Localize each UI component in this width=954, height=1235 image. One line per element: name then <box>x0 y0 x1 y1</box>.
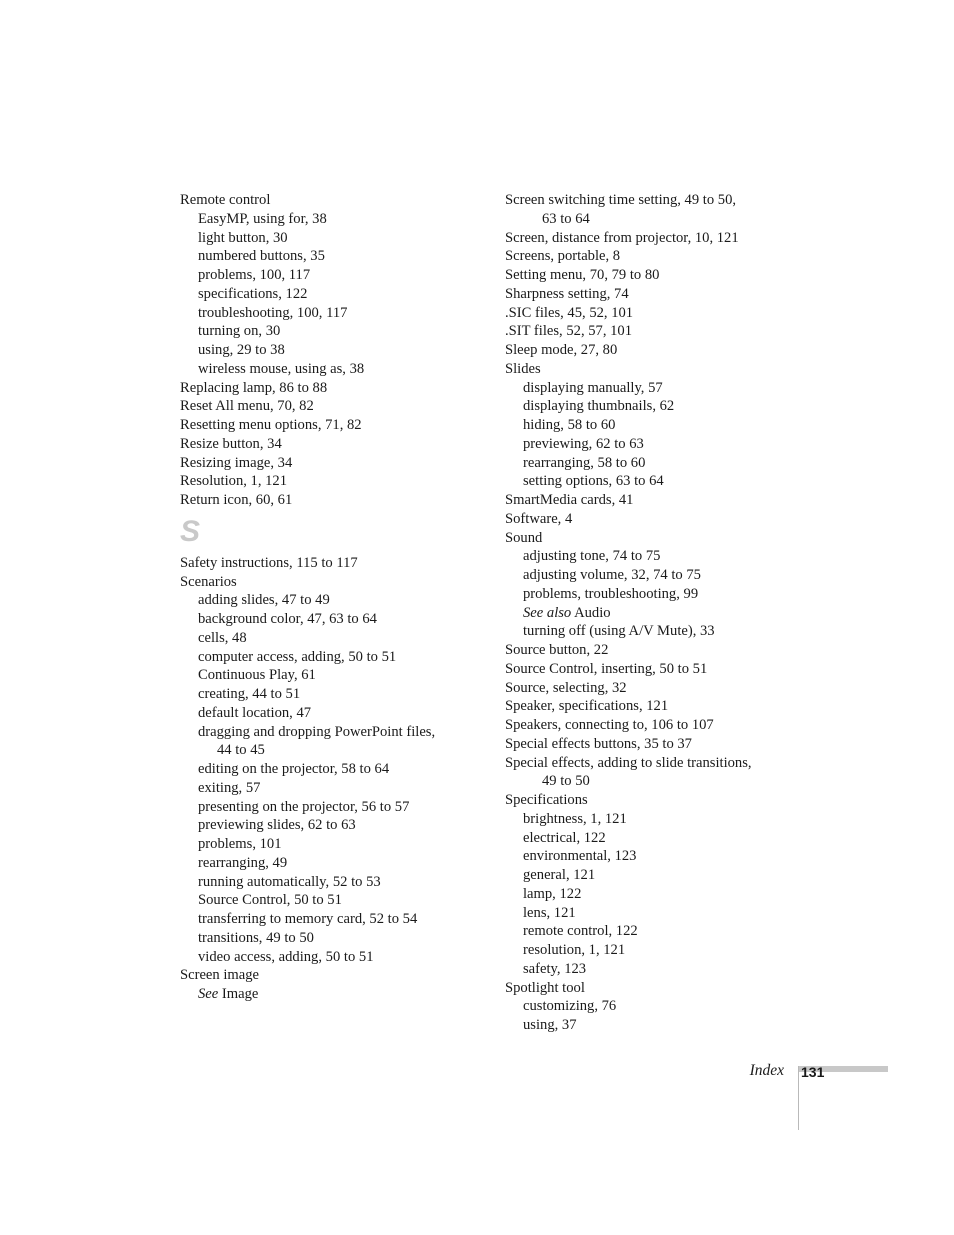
index-entry <box>180 435 470 454</box>
entry-text: previewing, 62 to 63 <box>523 435 644 452</box>
entry-text: troubleshooting, 100, 117 <box>198 304 348 321</box>
index-entry <box>505 304 795 323</box>
index-subentry <box>505 960 795 979</box>
index-entry <box>180 966 470 985</box>
index-subentry <box>180 610 470 629</box>
index-subentry <box>505 922 795 941</box>
index-column-right <box>505 191 795 1035</box>
entry-text: Screens, portable, 8 <box>505 248 621 265</box>
cross-reference-label: See also <box>523 604 572 621</box>
index-subentry <box>180 266 470 285</box>
index-subentry <box>180 873 470 892</box>
entry-text: Special effects, adding to slide transitions, <box>505 754 752 771</box>
index-entry <box>505 285 795 304</box>
entry-text: Special effects buttons, 35 to 37 <box>505 735 692 752</box>
index-subentry <box>505 829 795 848</box>
entry-text: Resolution, 1, 121 <box>180 473 288 490</box>
entry-text: turning off (using A/V Mute), 33 <box>523 623 715 640</box>
index-subentry <box>505 866 795 885</box>
entry-text: Source Control, inserting, 50 to 51 <box>505 660 708 677</box>
index-subentry <box>505 397 795 416</box>
entry-text: hiding, 58 to 60 <box>523 417 616 433</box>
index-subentry <box>180 741 470 760</box>
index-subentry <box>505 810 795 829</box>
index-entry <box>180 397 470 416</box>
entry-text: Continuous Play, 61 <box>198 667 316 684</box>
index-subentry <box>180 629 470 648</box>
index-entry <box>505 679 795 698</box>
index-entry <box>505 754 795 773</box>
index-subentry <box>180 929 470 948</box>
index-subentry <box>505 885 795 904</box>
entry-text: light button, 30 <box>198 229 288 246</box>
entry-text: Screen image <box>180 967 260 984</box>
entry-text: .SIC files, 45, 52, 101 <box>505 304 634 321</box>
index-entry <box>505 735 795 754</box>
index-entry <box>505 791 795 810</box>
entry-text: Setting menu, 70, 79 to 80 <box>505 267 660 283</box>
entry-text: video access, adding, 50 to 51 <box>198 948 374 965</box>
entry-text: 49 to 50 <box>542 773 590 790</box>
entry-text: Screen, distance from projector, 10, 121 <box>505 229 739 246</box>
index-subentry <box>505 604 795 623</box>
entry-text: presenting on the projector, 56 to 57 <box>198 798 410 815</box>
entry-text: electrical, 122 <box>523 829 606 846</box>
index-subentry <box>180 891 470 910</box>
index-entry <box>505 341 795 360</box>
index-subentry <box>180 835 470 854</box>
entry-text: Sleep mode, 27, 80 <box>505 342 618 358</box>
index-subentry <box>180 798 470 817</box>
index-subentry <box>505 454 795 473</box>
index-entry <box>180 379 470 398</box>
index-entry <box>505 229 795 248</box>
index-subentry <box>180 779 470 798</box>
index-subentry <box>180 704 470 723</box>
entry-text: lens, 121 <box>523 904 576 921</box>
index-subentry <box>180 360 470 379</box>
entry-text: default location, 47 <box>198 704 312 721</box>
entry-text: 63 to 64 <box>542 210 590 227</box>
entry-text: problems, troubleshooting, 99 <box>523 585 699 602</box>
index-subentry <box>505 847 795 866</box>
index-subentry <box>180 341 470 360</box>
entry-text: Reset All menu, 70, 82 <box>180 398 314 415</box>
footer-label: Index <box>749 1062 784 1079</box>
entry-text: Software, 4 <box>505 510 573 527</box>
entry-text: displaying manually, 57 <box>523 379 663 396</box>
entry-text: Remote control <box>180 192 271 208</box>
index-subentry <box>505 904 795 923</box>
entry-text: Source Control, 50 to 51 <box>198 892 342 909</box>
entry-text: EasyMP, using for, 38 <box>198 210 327 227</box>
index-entry <box>180 472 470 491</box>
index-subentry <box>505 416 795 435</box>
entry-text: Safety instructions, 115 to 117 <box>180 554 358 571</box>
entry-text: Resize button, 34 <box>180 435 282 452</box>
entry-text: Screen switching time setting, 49 to 50, <box>505 192 737 208</box>
entry-text: Speakers, connecting to, 106 to 107 <box>505 717 714 733</box>
entry-text: exiting, 57 <box>198 779 261 796</box>
entry-text: running automatically, 52 to 53 <box>198 873 381 890</box>
entry-text: using, 37 <box>523 1017 577 1033</box>
index-subentry <box>505 585 795 604</box>
entry-text: using, 29 to 38 <box>198 342 285 358</box>
index-entry <box>180 454 470 473</box>
entry-text: transferring to memory card, 52 to 54 <box>198 911 418 927</box>
index-entry <box>505 529 795 548</box>
index-subentry <box>180 666 470 685</box>
entry-text: remote control, 122 <box>523 923 638 940</box>
entry-text: Specifications <box>505 792 588 808</box>
index-entry <box>180 191 470 210</box>
entry-text: adding slides, 47 to 49 <box>198 592 330 609</box>
entry-text: Spotlight tool <box>505 979 585 996</box>
index-subentry <box>180 685 470 704</box>
entry-text: problems, 100, 117 <box>198 267 311 283</box>
entry-text: rearranging, 58 to 60 <box>523 454 646 471</box>
entry-text: dragging and dropping PowerPoint files, <box>198 723 436 740</box>
index-subentry <box>180 723 470 742</box>
entry-text: background color, 47, 63 to 64 <box>198 611 377 627</box>
entry-text: brightness, 1, 121 <box>523 810 627 827</box>
index-entry <box>180 416 470 435</box>
index-subentry <box>180 948 470 967</box>
index-subentry <box>505 435 795 454</box>
index-subentry <box>180 322 470 341</box>
index-subentry <box>505 997 795 1016</box>
entry-text: rearranging, 49 <box>198 854 288 871</box>
index-subentry <box>180 247 470 266</box>
index-entry <box>505 266 795 285</box>
entry-text: Return icon, 60, 61 <box>180 492 293 508</box>
index-entry <box>180 491 470 510</box>
cross-reference-label: See <box>198 986 219 1002</box>
index-subentry <box>180 285 470 304</box>
index-subentry <box>180 304 470 323</box>
entry-text: adjusting tone, 74 to 75 <box>523 548 661 565</box>
entry-text: customizing, 76 <box>523 998 617 1015</box>
entry-text: Resizing image, 34 <box>180 454 293 471</box>
entry-text: Sound <box>505 529 543 546</box>
entry-text: setting options, 63 to 64 <box>523 473 664 490</box>
index-column-left <box>180 191 470 1004</box>
index-entry <box>505 191 795 210</box>
index-subentry <box>180 985 470 1004</box>
index-subentry <box>505 566 795 585</box>
index-subentry <box>180 229 470 248</box>
entry-text: displaying thumbnails, 62 <box>523 398 675 415</box>
index-subentry <box>505 379 795 398</box>
index-entry <box>505 660 795 679</box>
entry-text: 44 to 45 <box>217 742 265 759</box>
index-subentry <box>180 910 470 929</box>
index-entry <box>180 573 470 592</box>
index-subentry <box>505 547 795 566</box>
entry-text: editing on the projector, 58 to 64 <box>198 761 390 777</box>
entry-text: lamp, 122 <box>523 885 582 902</box>
entry-text: cells, 48 <box>198 629 247 646</box>
index-entry <box>505 247 795 266</box>
entry-text: Source button, 22 <box>505 642 609 658</box>
entry-text: general, 121 <box>523 867 596 883</box>
page-number: 131 <box>801 1064 825 1080</box>
index-subentry <box>180 591 470 610</box>
index-entry <box>505 360 795 379</box>
footer-rule <box>798 1066 799 1130</box>
entry-text: problems, 101 <box>198 836 282 852</box>
index-subentry <box>505 622 795 641</box>
entry-text: resolution, 1, 121 <box>523 942 626 958</box>
index-subentry <box>180 816 470 835</box>
entry-text: Audio <box>571 604 611 621</box>
index-entry <box>505 716 795 735</box>
index-subentry <box>505 941 795 960</box>
index-entry <box>505 979 795 998</box>
entry-text: Resetting menu options, 71, 82 <box>180 417 362 433</box>
index-subentry <box>505 772 795 791</box>
index-subentry <box>180 648 470 667</box>
entry-text: Slides <box>505 360 541 377</box>
entry-text: environmental, 123 <box>523 848 637 865</box>
entry-text: creating, 44 to 51 <box>198 686 301 702</box>
entry-text: Sharpness setting, 74 <box>505 285 629 302</box>
entry-text: computer access, adding, 50 to 51 <box>198 648 397 665</box>
index-entry <box>505 641 795 660</box>
entry-text: specifications, 122 <box>198 285 308 302</box>
index-subentry <box>180 854 470 873</box>
entry-text: SmartMedia cards, 41 <box>505 492 634 508</box>
entry-text: Source, selecting, 32 <box>505 679 627 696</box>
entry-text: .SIT files, 52, 57, 101 <box>505 323 633 340</box>
index-subentry <box>180 760 470 779</box>
index-entry <box>180 554 470 573</box>
index-entry <box>505 491 795 510</box>
index-entry <box>505 510 795 529</box>
section-letter: S <box>180 514 201 548</box>
entry-text: Replacing lamp, 86 to 88 <box>180 379 328 396</box>
index-entry <box>505 322 795 341</box>
entry-text: safety, 123 <box>523 960 587 977</box>
entry-text: numbered buttons, 35 <box>198 248 325 265</box>
entry-text: previewing slides, 62 to 63 <box>198 817 356 834</box>
entry-text: wireless mouse, using as, 38 <box>198 360 365 377</box>
entry-text: turning on, 30 <box>198 323 281 340</box>
index-subentry <box>505 472 795 491</box>
entry-text: transitions, 49 to 50 <box>198 929 314 946</box>
entry-text: adjusting volume, 32, 74 to 75 <box>523 567 701 583</box>
index-subentry <box>505 210 795 229</box>
entry-text: Speaker, specifications, 121 <box>505 698 669 715</box>
index-subentry <box>505 1016 795 1035</box>
index-entry <box>505 697 795 716</box>
index-subentry <box>180 210 470 229</box>
entry-text: Image <box>218 986 259 1002</box>
entry-text: Scenarios <box>180 573 237 590</box>
